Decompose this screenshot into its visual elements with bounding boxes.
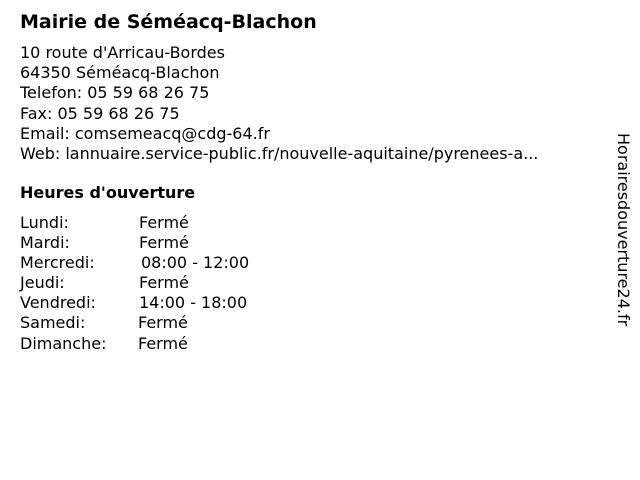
- site-watermark: Horairesdouverture24.fr: [614, 133, 633, 327]
- day-label: Lundi:: [20, 213, 69, 232]
- email-text: Email: comsemeacq@cdg-64.fr: [20, 123, 270, 143]
- hours-value: 14:00 - 18:00: [139, 293, 248, 313]
- day-label: Samedi:: [20, 313, 86, 333]
- fax-text: Fax: 05 59 68 26 75: [20, 103, 180, 123]
- web-text: Web: lannuaire.service-public.fr/nouvelle-aquitaine/pyrenees-a...: [20, 143, 539, 163]
- hours-value: Fermé: [139, 213, 189, 232]
- hours-value: 08:00 - 12:00: [141, 253, 250, 273]
- hours-value: Fermé: [139, 273, 189, 293]
- page-title: Mairie de Séméacq-Blachon: [20, 11, 317, 33]
- hours-value: Fermé: [138, 313, 188, 333]
- day-label: Mercredi:: [20, 253, 95, 273]
- hours-heading: Heures d'ouverture: [20, 183, 196, 202]
- day-label: Dimanche:: [20, 333, 107, 353]
- phone-text: Telefon: 05 59 68 26 75: [20, 83, 210, 103]
- day-label: Mardi:: [20, 233, 70, 253]
- address-line-1: 10 route d'Arricau-Bordes: [20, 43, 225, 62]
- hours-value: Fermé: [139, 233, 189, 253]
- day-label: Vendredi:: [20, 293, 96, 313]
- address-line-2: 64350 Séméacq-Blachon: [20, 63, 220, 83]
- day-label: Jeudi:: [20, 273, 65, 293]
- hours-value: Fermé: [138, 333, 188, 353]
- contact-block: [20, 43, 538, 164]
